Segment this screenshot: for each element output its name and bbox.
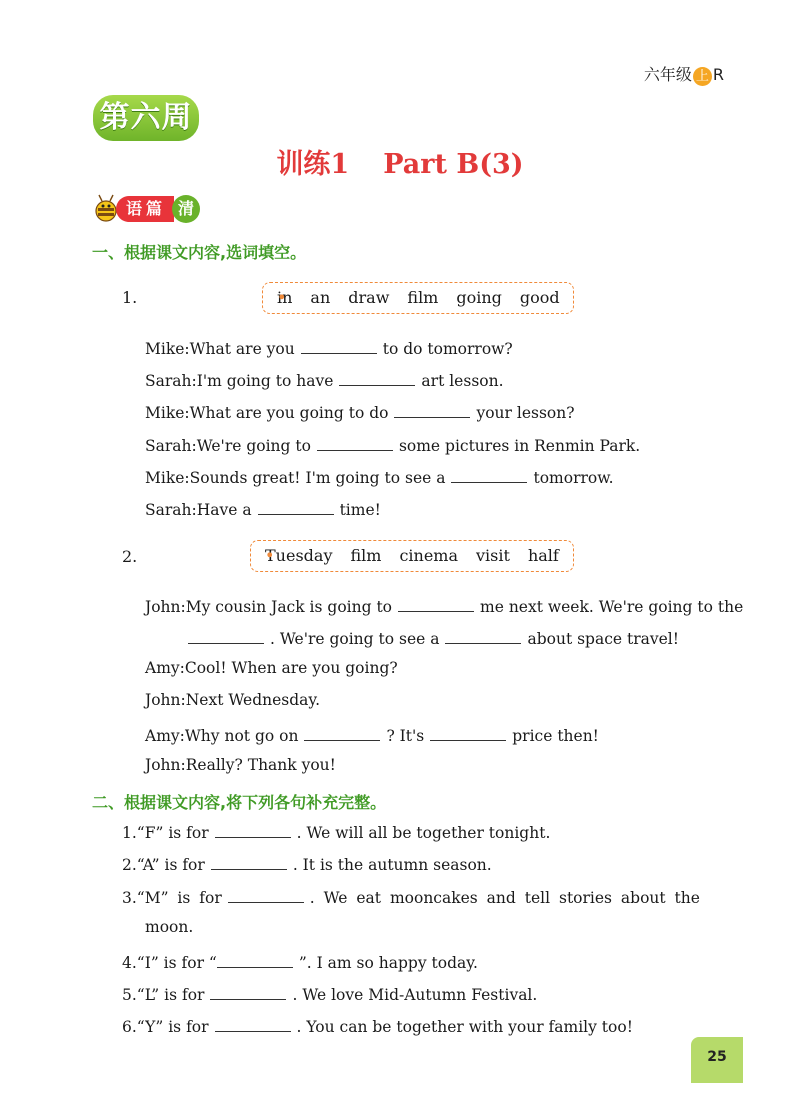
dialogue-line: Sarah:We're going to some pictures in Renmin Park. <box>145 434 640 455</box>
answer-blank[interactable] <box>398 595 474 612</box>
word: film <box>350 546 382 565</box>
answer-blank[interactable] <box>215 821 291 838</box>
answer-blank[interactable] <box>228 886 304 903</box>
sentence-item: 2.“A” is for . It is the autumn season. <box>122 853 492 874</box>
answer-blank[interactable] <box>211 853 287 870</box>
dialogue-line: Mike:What are you going to do your lesson? <box>145 401 575 422</box>
dialogue-line: Mike:What are you to do tomorrow? <box>145 337 513 358</box>
word: draw <box>348 288 390 307</box>
word: half <box>527 546 559 565</box>
dialogue-line: Amy:Why not go on ? It's price then! <box>145 724 599 745</box>
section-badge <box>92 194 200 224</box>
q2-number: 2. <box>122 547 138 566</box>
answer-blank[interactable] <box>430 724 506 741</box>
dialogue-line: . We're going to see a about space travel! <box>188 627 679 648</box>
answer-blank[interactable] <box>215 1015 291 1032</box>
dialogue-line: John:Really? Thank you! <box>145 756 336 774</box>
answer-blank[interactable] <box>258 498 334 515</box>
q2-word-box <box>250 540 574 572</box>
word: • Tuesday <box>265 546 333 565</box>
sentence-item: 3.“M” is for . We eat mooncakes and tell stories about the <box>122 886 700 907</box>
sentence-item: 6.“Y” is for . You can be together with your family too! <box>122 1015 633 1036</box>
week-badge: 第六周 <box>93 95 199 141</box>
answer-blank[interactable] <box>451 466 527 483</box>
answer-blank[interactable] <box>217 951 293 968</box>
answer-blank[interactable] <box>339 369 415 386</box>
word: film <box>407 288 439 307</box>
sentence-item: 5.“L” is for . We love Mid-Autumn Festival. <box>122 983 537 1004</box>
dialogue-line: Amy:Cool! When are you going? <box>145 659 398 677</box>
semester-badge: 上 <box>693 67 712 86</box>
answer-blank[interactable] <box>394 401 470 418</box>
word: cinema <box>399 546 459 565</box>
section-2-heading: 二、根据课文内容,将下列各句补充完整。 <box>92 793 387 812</box>
word: visit <box>476 546 510 565</box>
word: • in <box>277 288 293 307</box>
answer-blank[interactable] <box>304 724 380 741</box>
answer-blank[interactable] <box>317 434 393 451</box>
answer-blank[interactable] <box>301 337 377 354</box>
dialogue-line: John:Next Wednesday. <box>145 691 321 709</box>
sentence-item-continued: moon. <box>145 918 194 936</box>
word: going <box>456 288 502 307</box>
page-number: 25 <box>691 1037 743 1083</box>
q1-word-box <box>262 282 574 314</box>
page-title: 训练1 Part B(3) <box>276 149 524 180</box>
dialogue-line: Sarah:I'm going to have art lesson. <box>145 369 504 390</box>
sentence-item: 4.“I” is for “ ”. I am so happy today. <box>122 951 478 972</box>
sentence-item: 1.“F” is for . We will all be together tonight. <box>122 821 550 842</box>
answer-blank[interactable] <box>210 983 286 1000</box>
word: an <box>310 288 331 307</box>
dialogue-line: John:My cousin Jack is going to me next week. We're going to the <box>145 595 743 616</box>
section-1-heading: 一、根据课文内容,选词填空。 <box>92 243 307 262</box>
answer-blank[interactable] <box>188 627 264 644</box>
word: good <box>519 288 560 307</box>
badge-label: 语篇 <box>116 196 174 222</box>
grade-label: 六年级 上 R <box>643 65 724 84</box>
answer-blank[interactable] <box>445 627 521 644</box>
q1-number: 1. <box>122 288 138 307</box>
dialogue-line: Mike:Sounds great! I'm going to see a tomorrow. <box>145 466 614 487</box>
badge-circle: 清 <box>172 195 200 223</box>
dialogue-line: Sarah:Have a time! <box>145 498 381 519</box>
